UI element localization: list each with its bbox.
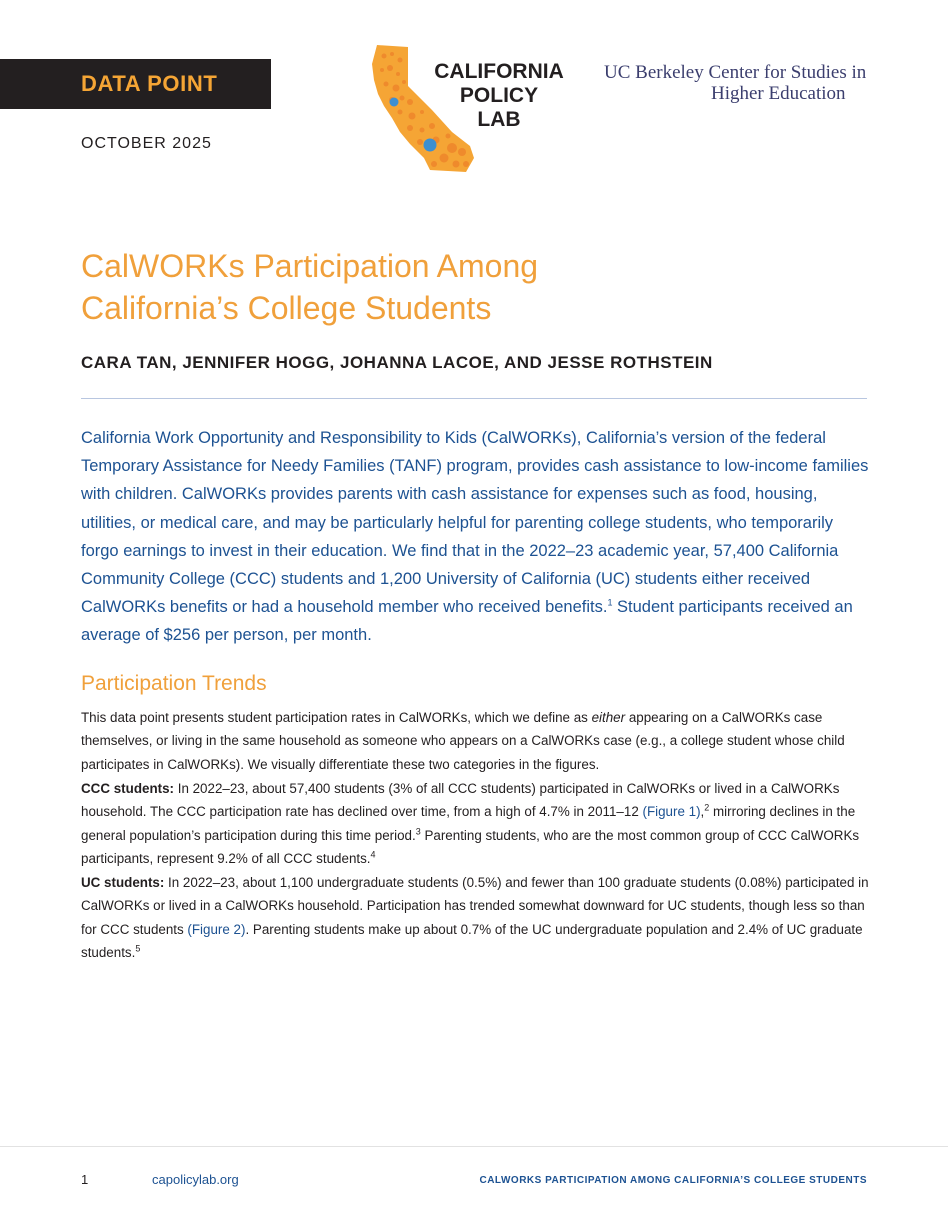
website-link[interactable]: capolicylab.org	[152, 1172, 239, 1187]
p1-text: This data point presents student participation rates in CalWORKs, which we define as	[81, 710, 592, 725]
ccc-text-2: mirroring declines in the general population’s participation during this time period.	[81, 804, 856, 843]
banner-label: DATA POINT	[81, 71, 218, 96]
northern-city-dot	[390, 98, 399, 107]
data-point-banner	[0, 59, 271, 109]
section-heading: Participation Trends	[81, 672, 267, 695]
footnote-ref[interactable]: 5	[135, 943, 141, 954]
ccc-text: In 2022–23, about 57,400 students (3% of all CCC students) participated in CalWORKs or lived in a CalWORKs household. The CCC participation rate has declined over time, from a high of 4.7% in 2011–12	[81, 781, 840, 820]
uc-paragraph	[81, 871, 871, 965]
page-number: 1	[81, 1172, 89, 1187]
intro-text: California Work Opportunity and Responsibility to Kids (CalWORKs), California’s version of the federal Temporary Assistance for Needy Families (TANF) program, provides cash assistance to low-income families with children. CalWORKs provides parents with cash assistance for expenses such as food, housing, utilities, or medical care, and may be particularly helpful for parenting college students, who temporarily forgo earnings to invest in their education. We find that in the 2022–23 academic year, 57,400 California Community College (CCC) students and 1,200 University of California (UC) students either received CalWORKs benefits or had a household member who received benefits.	[81, 429, 869, 617]
footnote-ref[interactable]: 1	[607, 597, 613, 608]
footnote-ref[interactable]: 3	[415, 826, 421, 837]
authors: CARA TAN, JENNIFER HOGG, JOHANNA LACOE, AND JESSE ROTHSTEIN	[81, 353, 713, 372]
running-title: CALWORKS PARTICIPATION AMONG CALIFORNIA’S COLLEGE STUDENTS	[479, 1175, 867, 1186]
ccc-text-comma: ,	[700, 804, 705, 820]
ccc-paragraph	[81, 777, 871, 871]
uc-text: In 2022–23, about 1,100 undergraduate students (0.5%) and fewer than 100 graduate students (0.08%) participated in CalWORKs or lived in a CalWORKs household. Participation has trended somewhat downward for UC students, though less so than for CCC students	[81, 875, 869, 937]
title-line2: California’s College Students	[81, 290, 492, 326]
southern-city-dot	[424, 139, 437, 152]
definition-paragraph	[81, 706, 871, 776]
footnote-ref[interactable]: 2	[704, 802, 710, 813]
uc-text-2: . Parenting students make up about 0.7% of the UC undergraduate population and 2.4% of UC graduate students.	[81, 921, 863, 961]
p1-text-end: appearing on a CalWORKs case themselves, or living in the same household as someone who appears on a CalWORKs case (e.g., a college student whose child participates in CalWORKs). We visually differentiate these two categories in the figures.	[81, 710, 845, 772]
figure-2-link[interactable]: (Figure 2)	[187, 921, 246, 937]
intro-text-end: Student participants received an average of $256 per person, per month.	[81, 598, 853, 645]
title-line1: CalWORKs Participation Among	[81, 248, 539, 284]
cpl-logo-line2: POLICY	[459, 84, 539, 107]
divider	[81, 398, 867, 399]
uc-berkeley-logo	[604, 62, 894, 104]
ucb-logo-line2: Higher Education	[711, 83, 846, 104]
ccc-text-3: Parenting students, who are the most common group of CCC CalWORKs participants, represent 9.2% of all CCC students.	[81, 827, 860, 867]
uc-lead: UC students:	[81, 875, 165, 890]
footnote-ref[interactable]: 4	[370, 849, 376, 860]
publication-date: OCTOBER 2025	[81, 135, 212, 152]
p1-emphasis: either	[591, 710, 626, 725]
ccc-lead: CCC students:	[81, 781, 174, 796]
cpl-logo-line1: CALIFORNIA	[434, 60, 564, 83]
cpl-logo-wordmark	[414, 60, 584, 132]
footer-divider	[0, 1146, 948, 1147]
figure-1-link[interactable]: (Figure 1)	[642, 804, 701, 820]
ucb-logo-line1: UC Berkeley Center for Studies in	[604, 62, 867, 83]
document-title	[81, 245, 781, 329]
intro-paragraph	[81, 424, 871, 650]
cpl-logo-line3: LAB	[477, 108, 521, 131]
